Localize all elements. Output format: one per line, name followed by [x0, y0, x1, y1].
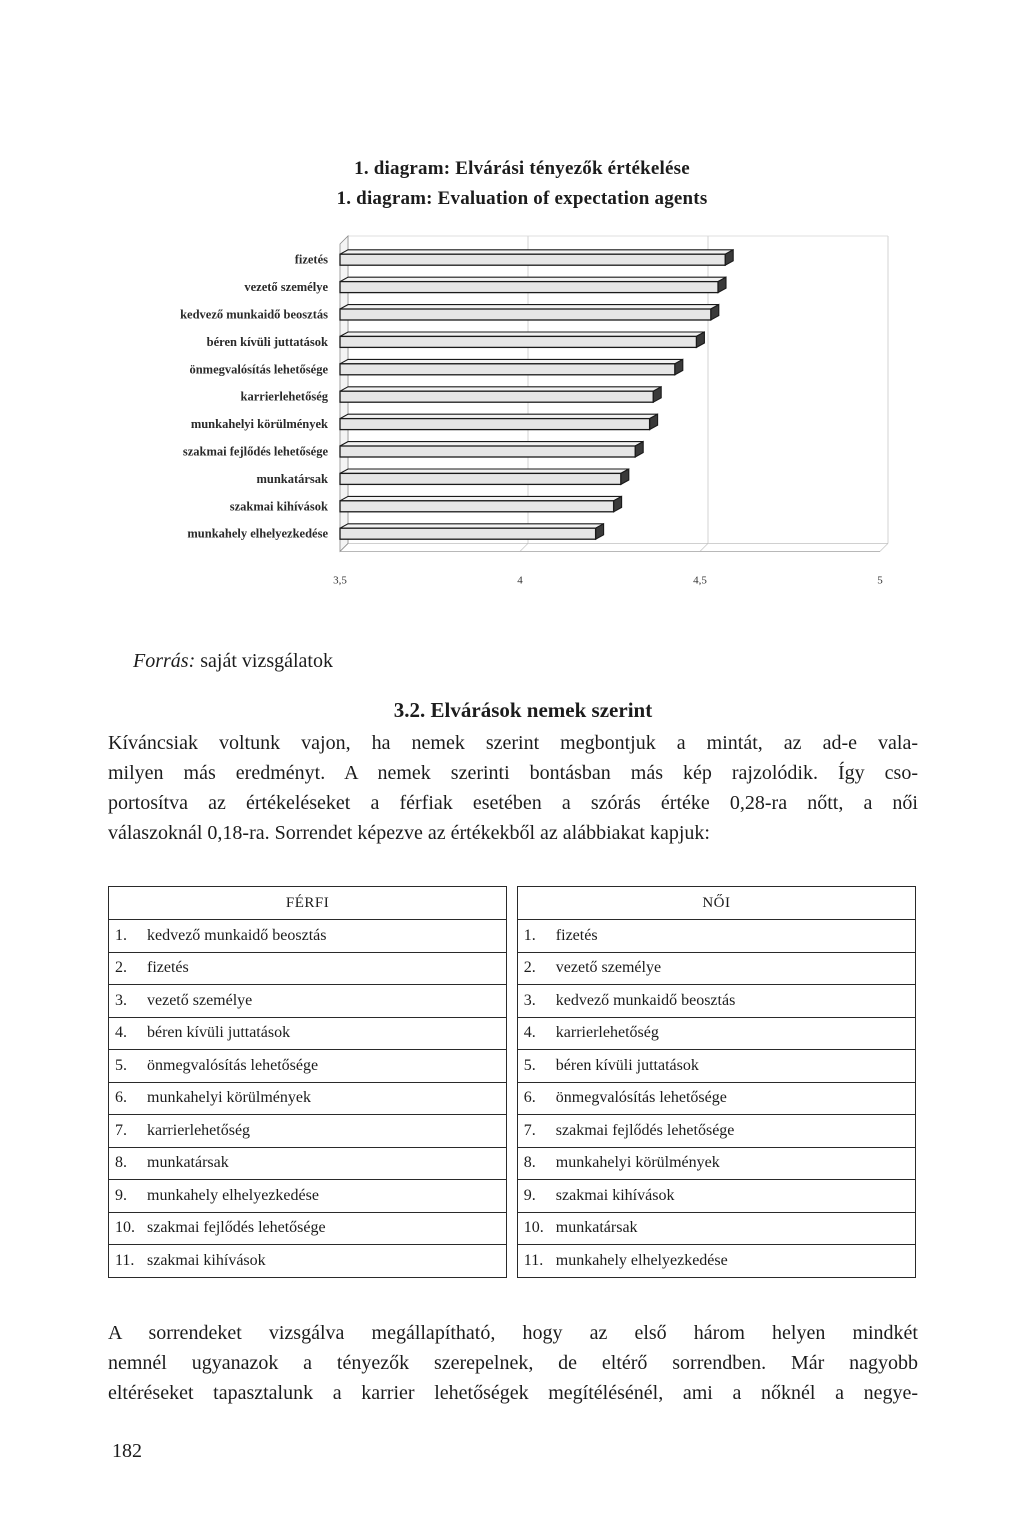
category-label: karrierlehetőség — [240, 389, 328, 404]
column-gap — [507, 1245, 518, 1278]
bar-top-face — [340, 442, 643, 446]
section-title: 3.2. Elvárások nemek szerint — [393, 698, 653, 722]
bar — [340, 364, 675, 375]
rank-item: béren kívüli juttatások — [147, 1024, 291, 1042]
female-header: NŐI — [517, 887, 915, 920]
category-label: kedvező munkaidő beosztás — [180, 307, 328, 322]
section-paragraph — [108, 728, 918, 848]
bar — [340, 446, 635, 457]
x-tick-label: 4 — [517, 574, 523, 587]
column-gap — [507, 1180, 518, 1213]
rank-item: fizetés — [147, 959, 189, 977]
male-header: FÉRFI — [109, 887, 507, 920]
rank-number: 8. — [523, 1154, 536, 1172]
paragraph-line: nemnél ugyanazok a tényezők szerepelnek, de eltérő sorrendben. Már nagyobb — [108, 1352, 918, 1374]
column-gap — [507, 952, 518, 985]
chart-subtitle: 1. diagram: Evaluation of expectation agents — [336, 188, 708, 209]
rank-number: 3. — [523, 991, 536, 1009]
column-gap — [507, 1115, 518, 1148]
bar-top-face — [340, 332, 704, 336]
bar-top-face — [340, 250, 733, 254]
female-rank-cell — [517, 920, 915, 953]
category-label: szakmai fejlődés lehetősége — [182, 444, 328, 459]
category-label: munkahely elhelyezkedése — [187, 526, 328, 541]
bar-top-face — [340, 277, 726, 281]
male-rank-cell — [109, 1050, 507, 1083]
column-gap — [507, 985, 518, 1018]
rank-number: 11. — [115, 1251, 135, 1269]
rank-item: munkahelyi körülmények — [147, 1089, 311, 1107]
rank-item: kedvező munkaidő beosztás — [555, 991, 736, 1009]
female-rank-cell — [517, 1115, 915, 1148]
rank-item: kedvező munkaidő beosztás — [147, 926, 327, 944]
paragraph-line: Kíváncsiak voltunk vajon, ha nemek szerint megbontjuk a mintát, az ad-e vala- — [108, 732, 918, 754]
column-gap — [507, 1017, 518, 1050]
table-row — [109, 1050, 916, 1083]
female-rank-cell — [517, 985, 915, 1018]
female-rank-cell — [517, 1245, 915, 1278]
floor-gridline — [520, 543, 528, 551]
rank-item: önmegvalósítás lehetősége — [147, 1056, 319, 1074]
column-gap — [507, 1212, 518, 1245]
rank-number: 9. — [115, 1186, 127, 1204]
table-row — [109, 952, 916, 985]
bar-top-face — [340, 305, 719, 309]
paragraph-line: válaszoknál 0,18-ra. Sorrendet képezve az értékekből az alábbiakat kapjuk: — [108, 822, 710, 844]
rank-item: szakmai kihívások — [147, 1251, 266, 1269]
female-rank-cell — [517, 1082, 915, 1115]
x-tick-label: 5 — [877, 574, 883, 587]
column-gap — [507, 1147, 518, 1180]
rank-number: 2. — [523, 959, 536, 977]
male-rank-cell — [109, 920, 507, 953]
bar — [340, 309, 711, 320]
chart-title: 1. diagram: Elvárási tényezők értékelése — [354, 158, 690, 179]
rank-number: 4. — [523, 1024, 536, 1042]
page-number: 182 — [112, 1440, 142, 1462]
male-rank-cell — [109, 985, 507, 1018]
bar-top-face — [340, 524, 604, 528]
x-tick-label: 4,5 — [693, 574, 707, 587]
male-rank-cell — [109, 1245, 507, 1278]
female-rank-cell — [517, 1050, 915, 1083]
table-row — [109, 1017, 916, 1050]
table-row — [109, 1147, 916, 1180]
rank-item: munkahely elhelyezkedése — [147, 1186, 319, 1204]
category-label: béren kívüli juttatások — [206, 334, 328, 349]
rank-number: 6. — [115, 1089, 127, 1107]
source-note — [133, 650, 333, 673]
table-row — [109, 1082, 916, 1115]
rank-number: 5. — [523, 1056, 536, 1074]
bar-top-face — [340, 414, 658, 418]
table-header-row — [109, 887, 916, 920]
x-tick-label: 3,5 — [333, 574, 347, 587]
category-label: munkahelyi körülmények — [190, 417, 328, 432]
bar — [340, 501, 614, 512]
category-label: fizetés — [294, 252, 328, 267]
ranking-table — [108, 886, 916, 1278]
column-gap — [507, 920, 518, 953]
rank-item: vezető személye — [555, 959, 662, 977]
category-label: önmegvalósítás lehetősége — [189, 362, 328, 377]
rank-number: 2. — [115, 959, 127, 977]
rank-item: munkahely elhelyezkedése — [555, 1251, 728, 1269]
male-rank-cell — [109, 1082, 507, 1115]
female-rank-cell — [517, 952, 915, 985]
closing-paragraph — [108, 1318, 918, 1408]
bar-top-face — [340, 469, 629, 473]
rank-item: munkahelyi körülmények — [555, 1154, 720, 1172]
rank-item: fizetés — [555, 926, 598, 944]
category-label: munkatársak — [256, 471, 328, 486]
source-label: Forrás: — [133, 650, 196, 672]
male-rank-cell — [109, 1212, 507, 1245]
category-label: vezető személye — [244, 280, 328, 295]
rank-number: 10. — [115, 1219, 135, 1237]
rank-item: munkatársak — [147, 1154, 229, 1172]
rank-item: béren kívüli juttatások — [555, 1056, 699, 1074]
rank-number: 1. — [523, 926, 536, 944]
bar — [340, 336, 696, 347]
rank-item: önmegvalósítás lehetősége — [555, 1089, 727, 1107]
column-gap — [507, 1050, 518, 1083]
bar-top-face — [340, 359, 683, 363]
female-rank-cell — [517, 1147, 915, 1180]
rank-item: karrierlehetőség — [147, 1121, 251, 1139]
female-rank-cell — [517, 1180, 915, 1213]
column-gap — [507, 887, 518, 920]
rank-item: vezető személye — [147, 991, 253, 1009]
bar — [340, 254, 725, 265]
male-rank-cell — [109, 1180, 507, 1213]
female-rank-cell — [517, 1017, 915, 1050]
bar — [340, 282, 718, 293]
table-row — [109, 920, 916, 953]
rank-number: 5. — [115, 1056, 127, 1074]
rank-number: 6. — [523, 1089, 536, 1107]
bar-top-face — [340, 496, 622, 500]
rank-number: 8. — [115, 1154, 127, 1172]
rank-number: 10. — [523, 1219, 544, 1237]
rank-item: munkatársak — [555, 1219, 638, 1237]
paragraph-line: A sorrendeket vizsgálva megállapítható, hogy az első három helyen mindkét — [108, 1322, 918, 1344]
rank-number: 1. — [115, 926, 127, 944]
rank-number: 11. — [523, 1251, 544, 1269]
male-rank-cell — [109, 1115, 507, 1148]
bar — [340, 419, 650, 430]
rank-item: szakmai fejlődés lehetősége — [147, 1219, 326, 1237]
table-row — [109, 1212, 916, 1245]
paragraph-line: milyen más eredményt. A nemek szerinti bontásban más kép rajzolódik. Így cso- — [108, 762, 918, 784]
bar — [340, 528, 596, 539]
male-rank-cell — [109, 1017, 507, 1050]
paragraph-line: portosítva az értékeléseket a férfiak esetében a szórás értéke 0,28-ra nőtt, a női — [108, 792, 918, 814]
source-text: saját vizsgálatok — [200, 650, 333, 672]
rank-number: 3. — [115, 991, 127, 1009]
paragraph-line: eltéréseket tapasztalunk a karrier lehetőségek megítélésénél, ami a nőknél a negye- — [108, 1382, 918, 1404]
column-gap — [507, 1082, 518, 1115]
bar-top-face — [340, 387, 661, 391]
category-label: szakmai kihívások — [229, 499, 328, 514]
table-row — [109, 985, 916, 1018]
female-rank-cell — [517, 1212, 915, 1245]
male-rank-cell — [109, 952, 507, 985]
rank-item: karrierlehetőség — [555, 1024, 659, 1042]
table-row — [109, 1180, 916, 1213]
floor-gridline — [700, 543, 708, 551]
rank-number: 9. — [523, 1186, 536, 1204]
rank-item: szakmai kihívások — [555, 1186, 675, 1204]
male-rank-cell — [109, 1147, 507, 1180]
rank-item: szakmai fejlődés lehetősége — [555, 1121, 735, 1139]
rank-number: 7. — [115, 1121, 127, 1139]
bar — [340, 391, 653, 402]
rank-number: 7. — [523, 1121, 536, 1139]
table-row — [109, 1245, 916, 1278]
floor-gridline — [880, 543, 888, 551]
bar — [340, 473, 621, 484]
rank-number: 4. — [115, 1024, 127, 1042]
table-row — [109, 1115, 916, 1148]
bar-chart — [0, 230, 1024, 630]
